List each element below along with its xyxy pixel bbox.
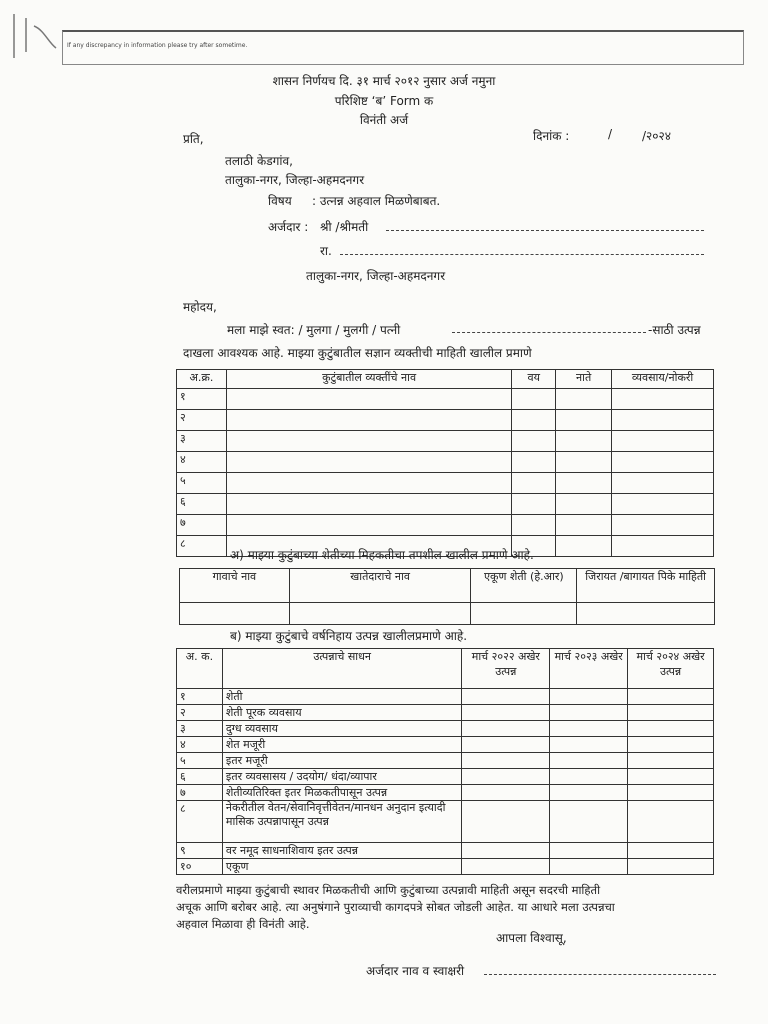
section-b-heading: ब) माझ्या कुटुंबाचे वर्षनिहाय उत्पन्न खालीलप्रमाणे आहे. [230,629,468,643]
family-row [177,431,714,452]
para1-blank [452,332,646,333]
income-row [177,689,714,705]
family-table [176,369,714,557]
land-table [179,568,715,625]
income-row-source: इतर मजूरी [222,753,462,769]
family-header-relation: नाते [556,370,612,389]
income-row-no: ६ [177,769,223,785]
income-row [177,737,714,753]
income-header-no: अ. क. [177,649,223,689]
subject-label: विषय [268,194,292,208]
income-row-source: नेकरीतील वेतन/सेवानिवृत्तीवेतन/मानधन अनुदान इत्यादी मासिक उत्पन्नापासून उत्पन्न [222,801,462,843]
land-header-area: एकूण शेती (हे.आर) [471,569,577,603]
regards: आपला विश्वासू, [496,931,567,945]
closing-line-3: अहवाल मिळावा ही विनंती आहे. [176,917,310,931]
income-row-no: ७ [177,785,223,801]
family-row-no: ७ [177,515,227,536]
income-row-source: एकूण [222,859,462,875]
family-row-no: २ [177,410,227,431]
family-row [177,473,714,494]
family-header-no: अ.क्र. [177,370,227,389]
land-row [180,603,715,625]
notice-bar [62,30,744,65]
income-row-source: शेत मजूरी [222,737,462,753]
prati-label: प्रति, [183,132,204,146]
residence-line [340,254,704,255]
family-header-age: वय [512,370,556,389]
closing-line-2: अचूक आणि बरोबर आहे. त्या अनुषंगाने पुराव्याची कागदपत्रे सोबत जोडली आहेत. या आधारे मला उत्पन्नचा [176,900,615,914]
family-row [177,515,714,536]
applicant-name-line [386,230,704,231]
income-header-source: उत्पन्नाचे साधन [222,649,462,689]
family-header-occupation: व्यवसाय/नोकरी [612,370,714,389]
income-row-no: २ [177,705,223,721]
header-line-1: शासन निर्णयच दि. ३१ मार्च २०१२ नुसार अर्ज नमुना [272,74,496,88]
income-header-2024: मार्च २०२४ अखेर उत्पन्न [628,649,714,689]
date-label: दिनांक : [533,129,570,143]
income-row-source: वर नमूद साधनाशिवाय इतर उत्पन्न [222,843,462,859]
income-row [177,705,714,721]
income-row-source: दुग्ध व्यवसाय [222,721,462,737]
residence-label: रा. [320,244,332,258]
scan-margin-marks [4,12,60,62]
income-row-source: शेती [222,689,462,705]
income-row [177,843,714,859]
income-row-no: ८ [177,801,223,843]
income-row [177,859,714,875]
income-header-2023: मार्च २०२३ अखेर [550,649,628,689]
income-row-no: ४ [177,737,223,753]
family-header-name: कुटुंबातील व्यक्तींचे नाव [226,370,511,389]
income-row-no: ५ [177,753,223,769]
family-row [177,494,714,515]
income-table [176,648,714,875]
para1-start: मला माझे स्वत: / मुलगा / मुलगी / पत्नी [227,323,401,337]
header-line-2: परिशिष्ट ‘ब’ Form क [334,94,434,108]
income-row [177,753,714,769]
family-row [177,452,714,473]
income-row [177,801,714,843]
family-row [177,410,714,431]
income-row-source: इतर व्यवसासय / उदयोग/ धंदा/व्यापार [222,769,462,785]
income-row-no: १० [177,859,223,875]
notice-text: If any discrepancy in information please try after sometime. [67,42,248,49]
family-row-no: ६ [177,494,227,515]
applicant-label: अर्जदार : [268,220,309,234]
income-row [177,721,714,737]
salutation: महोदय, [183,300,217,314]
income-row-no: ९ [177,843,223,859]
family-row-no: ५ [177,473,227,494]
header-line-3: विनंती अर्ज [359,113,409,127]
date-separator: / [608,127,613,141]
income-row-no: १ [177,689,223,705]
family-row-no: ४ [177,452,227,473]
family-row-no: १ [177,389,227,410]
income-row [177,785,714,801]
income-row [177,769,714,785]
applicant-prefix: श्री /श्रीमती [320,220,369,234]
income-row-source: शेती पूरक व्यवसाय [222,705,462,721]
signature-line [484,974,716,975]
land-header-crops: जिरायत /बागायत पिके माहिती [577,569,715,603]
address-line-1: तलाठी केडगांव, [225,154,293,168]
income-header-2022: मार्च २०२२ अखेर उत्पन्न [462,649,550,689]
family-row-no: ३ [177,431,227,452]
para1-line2: दाखला आवश्यक आहे. माझ्या कुटुंबातील सज्ञान व्यक्तीची माहिती खालील प्रमाणे [183,346,532,360]
taluka-line: तालुका-नगर, जिल्हा-अहमदनगर [306,269,446,283]
closing-line-1: वरीलप्रमाणे माझ्या कुटुंबाची स्थावर मिळकतीची आणि कुटुंबाच्या उत्पन्नावी माहिती असून सदरची माहिती [176,883,601,897]
subject-text: : उत्नन्न अहवाल मिळणेबाबत. [312,194,441,208]
signature-label: अर्जदार नाव व स्वाक्षरी [366,964,465,978]
family-row-no: ८ [177,536,227,557]
income-row-source: शेतीव्यतिरिक्त इतर मिळकतीपासून उत्पन्न [222,785,462,801]
family-row [177,389,714,410]
para1-end: -साठी उत्पन्न [648,323,701,337]
land-header-village: गावाचे नाव [180,569,290,603]
income-row-no: ३ [177,721,223,737]
land-header-holder: खातेदाराचे नाव [289,569,471,603]
date-year: /२०२४ [642,129,672,143]
address-line-2: तालुका-नगर, जिल्हा-अहमदनगर [225,173,365,187]
section-a-heading: अ) माझ्या कुटुंबाच्या शेतीच्या मिहकतीचा तपशील खालील प्रमाणे आहे. [230,548,534,562]
